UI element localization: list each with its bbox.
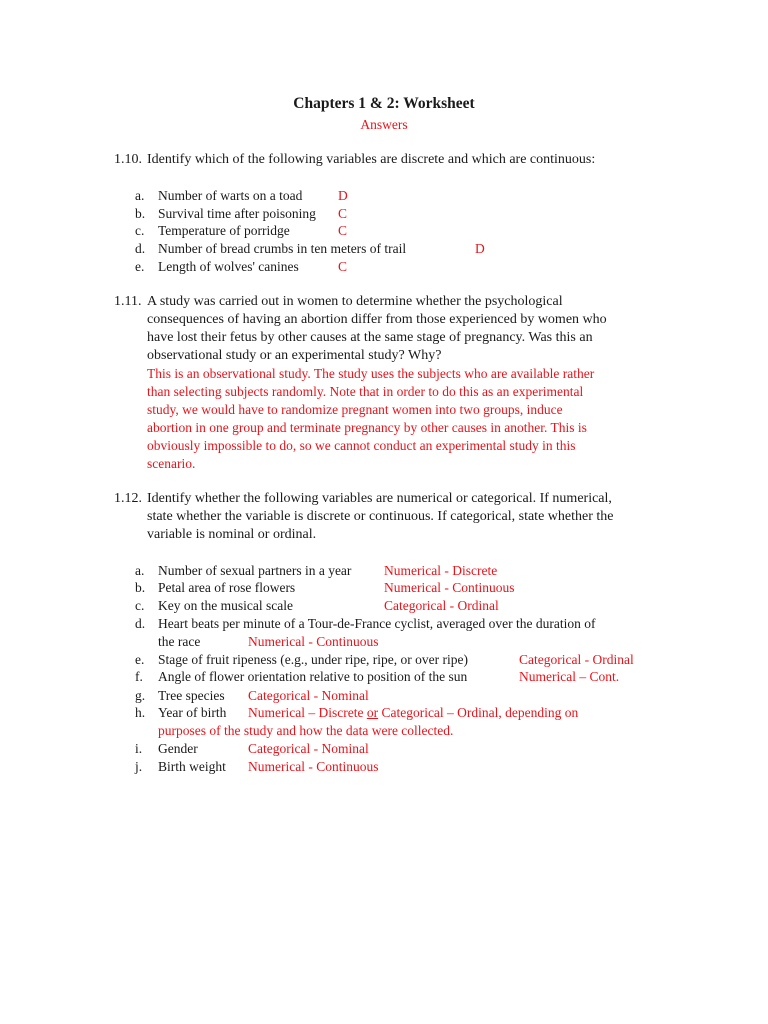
question-prompt: Identify which of the following variables are discrete and which are continuous: (147, 152, 596, 167)
answer-line: This is an observational study. The study uses the subjects who are available rather (147, 366, 595, 381)
item-label: Length of wolves' canines (158, 259, 299, 274)
item-label: Number of warts on a toad (158, 188, 303, 203)
item-letter: b. (135, 206, 146, 221)
item-answer: Categorical - Ordinal (384, 598, 499, 613)
item-answer: Numerical - Continuous (384, 580, 515, 595)
item-label: Survival time after poisoning (158, 206, 316, 221)
item-label: Number of bread crumbs in ten meters of trail (158, 241, 407, 256)
item-answer: Numerical - Continuous (248, 634, 379, 649)
item-letter: e. (135, 259, 145, 274)
item-answer: C (338, 206, 348, 221)
item-label: Year of birth (158, 705, 227, 720)
item-letter: c. (135, 223, 145, 238)
item-letter: a. (135, 188, 145, 203)
item-answer: C (338, 223, 348, 238)
item-letter: c. (135, 598, 145, 613)
answer-line: abortion in one group and terminate pregnancy by other causes in another. This is (147, 420, 587, 435)
item-label: Gender (158, 741, 198, 756)
item-answer: Numerical - Continuous (248, 759, 379, 774)
list-item-continuation (158, 722, 453, 740)
item-letter: e. (135, 652, 145, 667)
item-label: Tree species (158, 688, 225, 703)
answer-or: or (366, 705, 379, 720)
item-answer: Numerical - Discrete (384, 563, 498, 578)
item-label: Stage of fruit ripeness (e.g., under ripe, ripe, or over ripe) (158, 652, 469, 667)
item-label: Number of sexual partners in a year (158, 563, 352, 578)
question-prompt (147, 293, 657, 365)
item-label: Temperature of porridge (158, 223, 290, 238)
question-prompt (147, 490, 657, 544)
question-number: 1.11. (114, 294, 142, 309)
answer-part: Categorical – Ordinal, depending on (378, 705, 579, 720)
answer-1-11 (147, 365, 647, 473)
question-number: 1.12. (114, 491, 142, 506)
item-answer: D (475, 241, 485, 256)
item-letter: d. (135, 241, 146, 256)
page-subtitle: Answers (360, 117, 408, 132)
question-number: 1.10. (114, 152, 142, 167)
item-answer: D (338, 188, 348, 203)
prompt-line: A study was carried out in women to determine whether the psychological (147, 294, 563, 309)
prompt-line: consequences of having an abortion differ from those experienced by women who (147, 312, 607, 327)
item-label: Birth weight (158, 759, 226, 774)
prompt-line: Identify whether the following variables are numerical or categorical. If numerical, (147, 491, 612, 506)
item-label: Petal area of rose flowers (158, 580, 296, 595)
item-label: Key on the musical scale (158, 598, 293, 613)
prompt-line: observational study or an experimental study? Why? (147, 348, 442, 363)
item-answer: Numerical – Cont. (519, 669, 620, 684)
answer-line: than selecting subjects randomly. Note that in order to do this as an experimental (147, 384, 584, 399)
item-letter: b. (135, 580, 146, 595)
answer-line: study, we would have to randomize pregnant women into two groups, induce (147, 402, 563, 417)
item-answer: purposes of the study and how the data were collected. (158, 723, 454, 738)
answer-part: Numerical – Discrete (248, 705, 367, 720)
item-answer: Categorical - Nominal (248, 688, 369, 703)
item-letter: d. (135, 616, 146, 631)
answer-line: obviously impossible to do, so we cannot conduct an experimental study in this (147, 438, 576, 453)
item-answer: Categorical - Ordinal (519, 652, 634, 667)
item-letter: a. (135, 563, 145, 578)
item-answer: Categorical - Nominal (248, 741, 369, 756)
prompt-line: have lost their fetus by other causes at the same stage of pregnancy. Was this an (147, 330, 593, 345)
item-letter: i. (135, 741, 143, 756)
list-item-continuation (158, 633, 379, 651)
item-label: Heart beats per minute of a Tour-de-France cyclist, averaged over the duration of (158, 616, 596, 631)
item-letter: g. (135, 688, 146, 703)
item-answer (248, 704, 578, 722)
prompt-line: state whether the variable is discrete or continuous. If categorical, state whether the (147, 509, 614, 524)
item-letter: h. (135, 705, 146, 720)
item-label: Angle of flower orientation relative to position of the sun (158, 669, 468, 684)
item-answer: C (338, 259, 348, 274)
prompt-line: variable is nominal or ordinal. (147, 527, 317, 542)
page-title: Chapters 1 & 2: Worksheet (293, 95, 475, 112)
item-letter: f. (135, 669, 143, 684)
answer-line: scenario. (147, 456, 196, 471)
item-letter: j. (135, 759, 143, 774)
item-label: the race (158, 634, 201, 649)
